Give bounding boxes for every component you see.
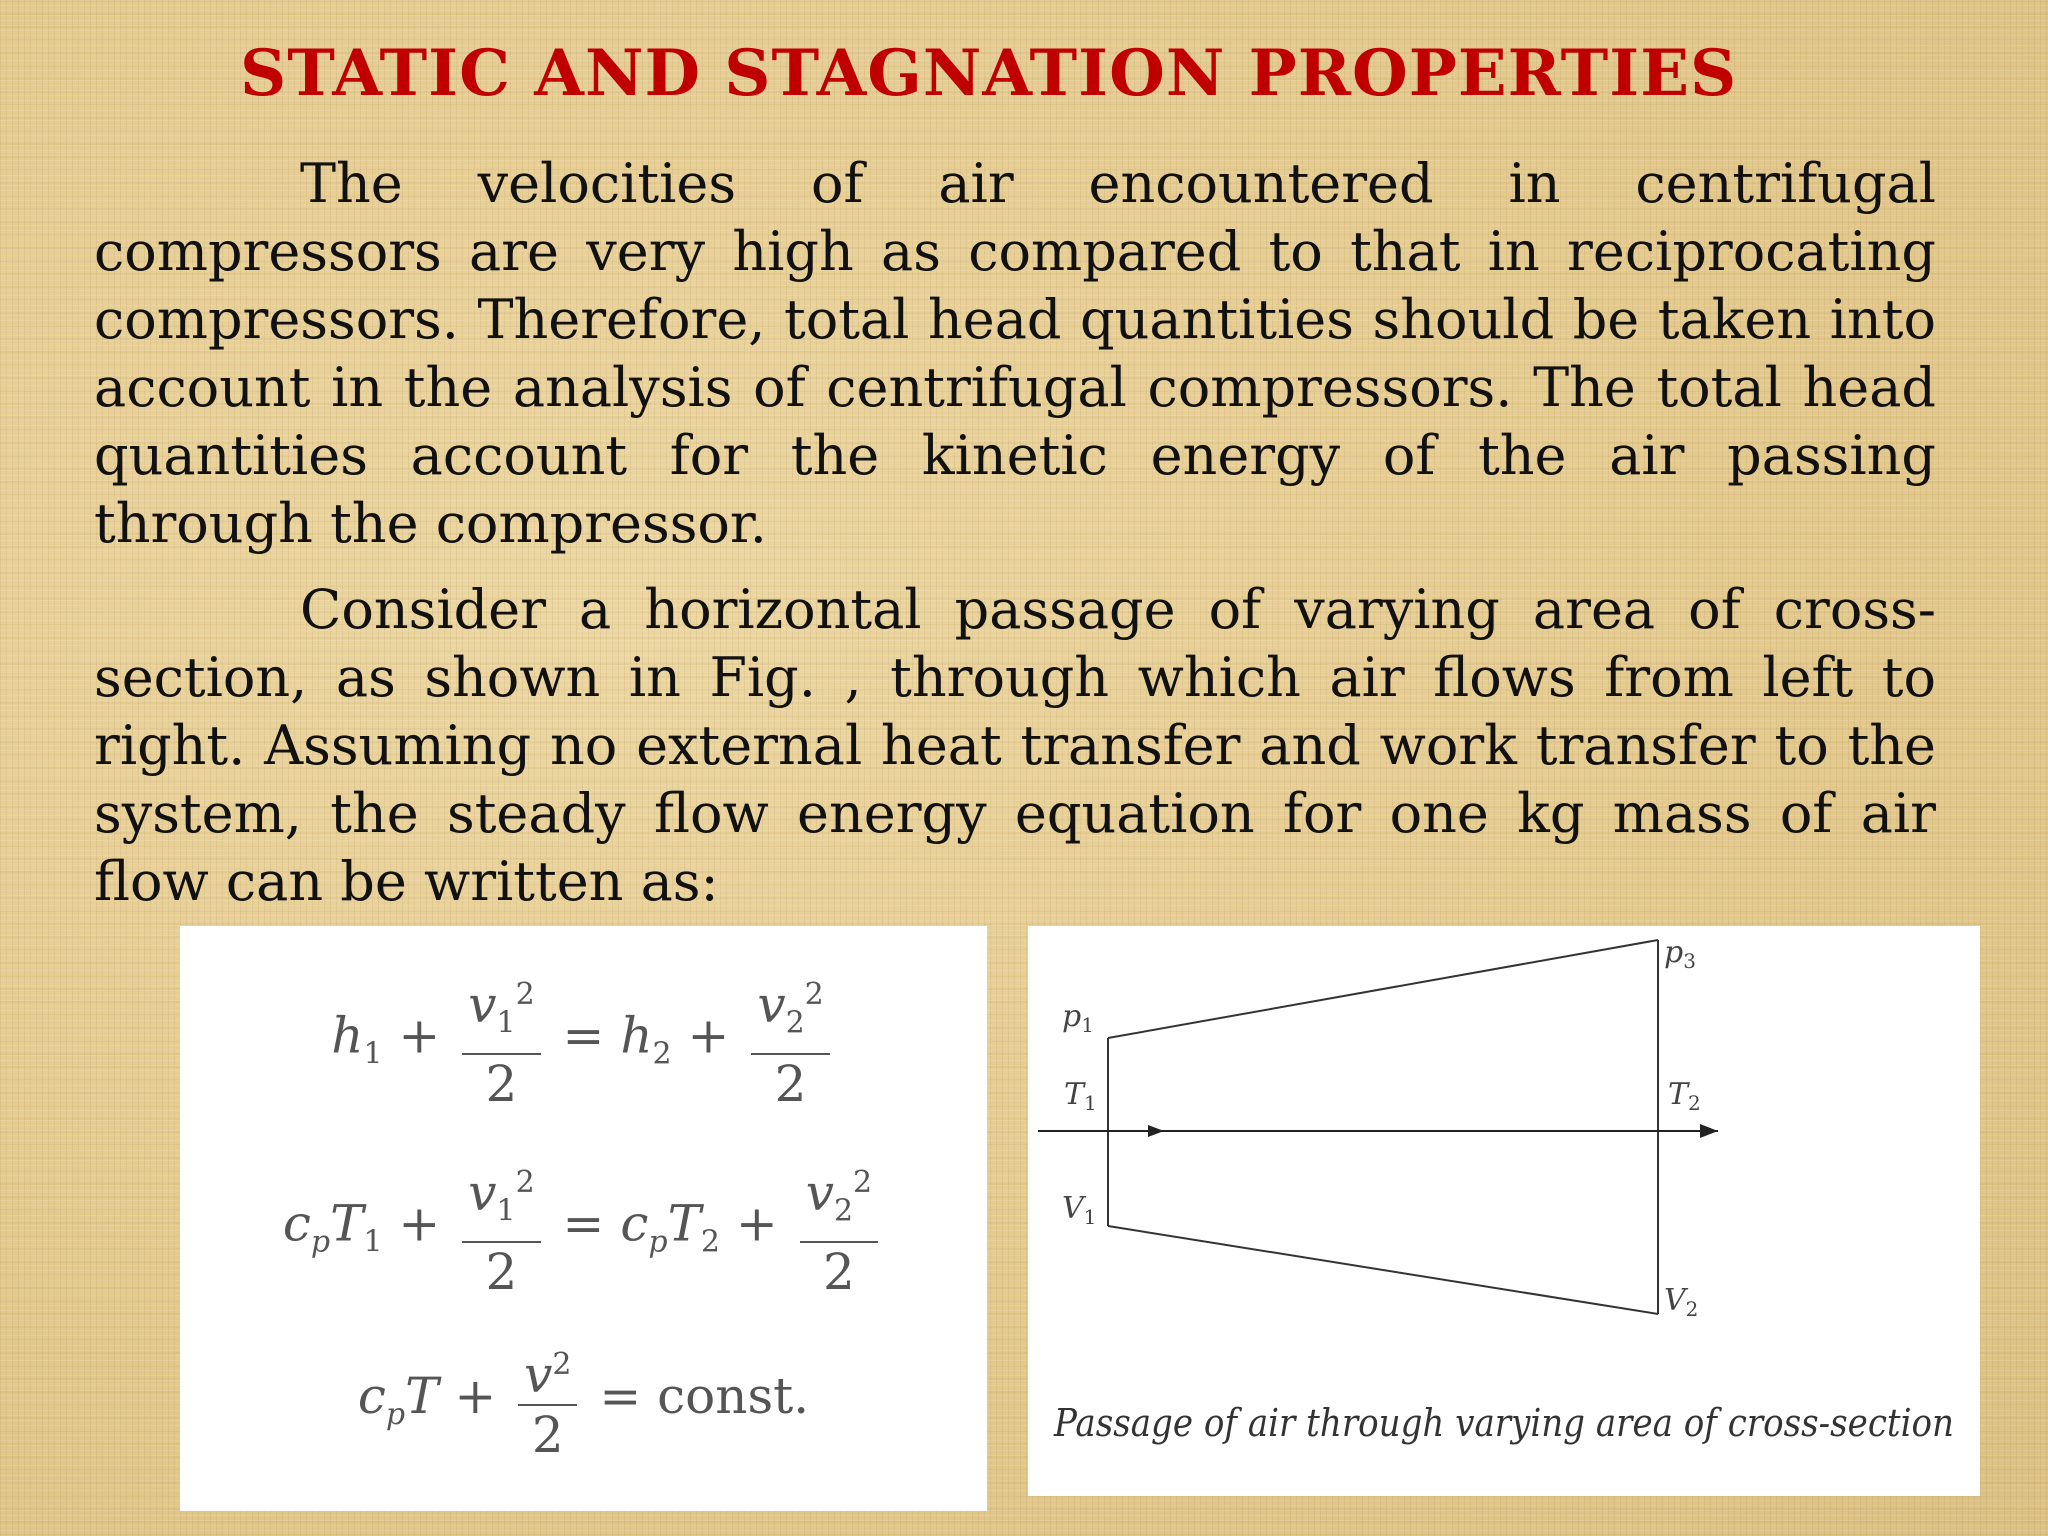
passage-diagram (1028, 926, 1980, 1496)
figure-caption: Passage of air through varying area of cross-section (1053, 1401, 1954, 1445)
flow-axis-arrowhead (1700, 1124, 1718, 1138)
energy-equation-enthalpy: $h_1$ + $\frac{v_1^2}{2}$ = $h_2$ + $\frac{v_2^2}{2}$ (180, 966, 987, 1113)
paragraph-velocities: The velocities of air encountered in centrifugal compressors are very high as compared to that in reciprocating compressors. Therefore, total head quantities should be taken into account in the analysis of centrifugal compressors. The total head quantities account for the kinetic energy of the air passing through the compressor. (94, 152, 1936, 555)
energy-equation-constant: $c_pT$ + $\frac{v^2}{2}$ = const. (180, 1336, 987, 1464)
flow-direction-arrow (1148, 1125, 1164, 1137)
paragraph-passage: Consider a horizontal passage of varying area of cross-section, as shown in Fig. , through which air flows from left to right. Assuming no external heat transfer and work transfer to the system, the steady flow energy equation for one kg mass of air flow can be written as: (94, 578, 1936, 913)
label-t1: $T_1$ (1064, 1077, 1097, 1115)
label-p1: $p_1$ (1062, 999, 1094, 1037)
energy-equation-temperature: $c_pT_1$ + $\frac{v_1^2}{2}$ = $c_pT_2$ + $\frac{v_2^2}{2}$ (180, 1154, 987, 1301)
passage-bottom-wall (1108, 1226, 1658, 1314)
label-p2: $p_3$ (1664, 935, 1696, 973)
passage-top-wall (1108, 940, 1658, 1038)
label-v1: $V_1$ (1062, 1191, 1097, 1229)
const-text: = const. (599, 1366, 810, 1425)
label-t2: $T_2$ (1668, 1077, 1701, 1115)
equations-panel (180, 926, 987, 1511)
passage-figure-panel (1028, 926, 1980, 1496)
slide-title: STATIC AND STAGNATION PROPERTIES (240, 36, 1738, 111)
label-v2: $V_2$ (1664, 1283, 1699, 1321)
